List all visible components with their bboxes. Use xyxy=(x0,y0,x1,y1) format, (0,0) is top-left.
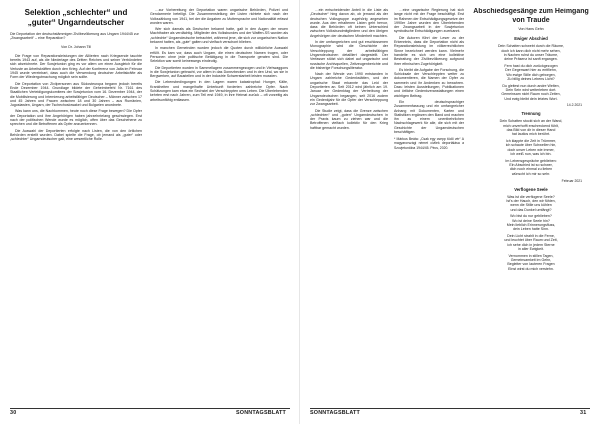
poem-line: Dein Licht strahlt in die Ferne, xyxy=(507,233,555,238)
left-column-1 xyxy=(10,8,142,403)
poem-line: Einst wirst du mich verstehn. xyxy=(508,266,554,271)
poem-line: Fern hast du dich zurückgezogen xyxy=(504,63,558,68)
left-column-2 xyxy=(150,8,288,403)
poem-stanza xyxy=(472,214,590,231)
footer-label: SONNTAGSBLATT xyxy=(310,410,361,416)
poem-stanza xyxy=(472,119,590,136)
poem-line: Gemeinsamkeit im Gehn, xyxy=(510,257,552,262)
poem-line: ich weiß nun, was ich bin. xyxy=(510,152,552,157)
poem-date: 14.2.2021 xyxy=(566,103,582,108)
paragraph: Ein deutschsprachiger Zusammenfassung und ein umfangreicher Anhang mit Dokumenten, Karten und Statistiken ergänzen den Band und machen ihn zu einem unentbehrlichen Nachschlagewerk für alle, die sich mit der Geschichte der Ungarndeutschen beschäftigen. xyxy=(394,99,464,135)
paragraph: Die Deportierten wurden in Sammellagern zusammengezogen und in Viehwaggons in die Sowjetunion gebracht, vor allem in das Donezbecken und in den Ural, wo sie in Bergwerken, auf Baustellen und in der Industrie Schwerstarbeit leisten mussten. xyxy=(150,65,288,79)
poem-line: Begleiter von lauteren Fragen xyxy=(507,262,555,267)
paragraph: In der umfangreichen und gut erschlossenen Monographie wird die Geschichte der Verschleppung der arbeitsfähigen Ungarndeutschen detailliert dargestellt. Der Verfasser stützt sich dabei auf ungarische und russische Archivquellen, Zeitzeugenberichte und die bisherige Forschungsliteratur. xyxy=(310,40,388,70)
poem-line: Im Lebensgespräche geblieben: xyxy=(505,158,557,163)
footer-rule xyxy=(310,408,590,409)
poem-line: wünscht ich mir so sehr. xyxy=(511,171,551,176)
article-subtitle: Die Deportation der deutschstämmigen Zivilbevölkerung aus Ungarn 1944/45 zur „Zwangsarbeit“ – eine Reparation? xyxy=(10,32,139,41)
poem-line: dich noch einmal zu lieben xyxy=(509,167,553,172)
poem-line: und das Dunkel umfängt? xyxy=(510,207,552,212)
poem-stanza xyxy=(472,254,590,271)
poem-line: doch ich kann dich nicht mehr sehen, xyxy=(501,48,561,53)
paragraph: Die Lebensbedingungen in den Lagern waren katastrophal: Hunger, Kälte, Krankheiten und mangelhafte Unterkunft forderten zahlreiche Opfer. Nach Schätzungen kam etwa ein Sechstel der Verschleppten ums Leben. Die Überlebenden kehrten erst nach Jahren, zum Teil erst 1949, in ihre Heimat zurück – oft vorzeitig als arbeitsunfähig entlassen. xyxy=(150,80,288,102)
footer-label: SONNTAGSBLATT xyxy=(236,410,287,416)
poem-line: Mein lieblich Erinnerungsfluss, xyxy=(506,222,556,227)
poem xyxy=(472,111,590,182)
paragraph: Die Frage von Reparationsleistungen der Alliierten nach Kriegsende tauchte bereits 1943 auf, als die Niederlage des Dritten Reiches und seiner Verbündeten sich abzeichnete. Der Sowjetunion ging es vor allem um einen Ausgleich für die Verluste an Arbeitskräften durch den Krieg. Auf der Konferenz von Jalta im Februar 1945 wurde vereinbart, dass auch die Verwendung deutscher Arbeitskräfte als Form der Wiedergutmachung möglich sein sollte. xyxy=(10,53,142,80)
paragraph: Nach der Wende von 1990 entstanden in Ungarn zahlreiche Gedenkstätten, und der ungarische Staat erkannte das Leid der Deportierten an. Seit 2012 wird jährlich am 19. Januar der Gedenktag der Vertreibung der Ungarndeutschen begangen, seit 2016 zudem ein Gedenkjahr für die Opfer der Verschleppung zur Zwangsarbeit. xyxy=(310,72,388,107)
poem-line: wenn die Stille uns kühlen xyxy=(510,203,552,208)
poem-line: Wo ist deine Seele hin? xyxy=(512,218,550,223)
paragraph: Was kann uns, die Nachkommen, heute noch diese Frage bewegen? Die Opfer der Deportation und ihre Angehörigen haben jahrzehntelang geschwiegen. Erst nach der politischen Wende wurde es möglich, offen über das Geschehene zu sprechen und die Betroffenen als Opfer anzuerkennen. xyxy=(10,109,142,127)
poem-title: Verflogene Seele xyxy=(514,186,548,192)
poem-line: Was ist die verflogene Seele? xyxy=(507,194,555,199)
paragraph: In manchen Gemeinden wurden jedoch die Quoten durch willkürliche Auswahl erfüllt. Es kam vor, dass auch Ungarn, die einen deutschen Namen trugen, oder Personen ohne jede politische Betätigung in die Transporte geraten sind. Die Selektion war somit keineswegs eindeutig. xyxy=(150,46,288,64)
sidebar-author: Von Hans Gehn xyxy=(518,27,544,31)
poem-line: Zu billig deines Lebens Licht? xyxy=(507,76,555,81)
poem-line: dein Leben hatte Sinn. xyxy=(513,227,549,232)
poem-stanza xyxy=(472,64,590,81)
poem xyxy=(472,36,590,107)
poem-stanza xyxy=(472,234,590,251)
poem-line: deine Präsenz ist sanft ergangen. xyxy=(504,57,558,62)
paragraph: …ein entscheidender Anteil in die Liste als „Deutscher“ hing davon ab, ob jemand als der deutschen Volksgruppe zugehörig angesehen wurde. Aus den erhaltenen Listen geht hervor, dass die Behörden oft keinen Unterschied zwischen Volksbundmitgliedern und den übrigen Angehörigen der deutschen Minderheit machten. xyxy=(310,8,388,38)
page-number: 31 xyxy=(580,410,587,416)
paragraph: Es bleibt die Aufgabe der Forschung, die Schicksale der Verschleppten weiter zu dokumentieren, die Namen der Opfer zu sammeln und ihr Andenken zu bewahren. Dazu leisten Ausstellungen, Publikationen und örtliche Gedenkveranstaltungen einen wichtigen Beitrag. xyxy=(394,67,464,98)
poem-stanza xyxy=(472,159,590,176)
poem-line: Der Gegenwart hier zu entfliehn, xyxy=(505,68,557,73)
poem-line: doch unser Leben wie immer, xyxy=(507,147,555,152)
poem-line: Wo bist du nur geblieben? xyxy=(510,214,552,219)
poems-sidebar xyxy=(472,8,590,403)
paragraph: Wer sich damals als Deutscher bekannt hatte, galt in den Augen der neuen Machthaber als verdächtig. Mitglieder des Volksbundes und der Waffen-SS wurden als „schlechte“ Ungarndeutsche betrachtet, während jene, die sich zur ungarischen Nation bekannt hatten, als „gute“ galten und vielfach verschont blieben. xyxy=(150,27,288,45)
poem-line: Du gleitest nun durch andre Welten, xyxy=(502,83,560,88)
poem-line: mich unverhofft erschreckend fühlt, xyxy=(503,123,559,128)
poem-line: Ich klappte die Zeit in Trümmer, xyxy=(505,139,557,144)
poem-line: in Nachen ruhst du unser Träume, xyxy=(503,52,559,57)
sidebar-title: Abschiedsgesänge zum Heimgang von Traude xyxy=(473,8,589,24)
poem-line: Dein Sein wird weiterleben dort. xyxy=(505,87,557,92)
poem-stanza xyxy=(472,195,590,212)
paragraph: Die Deportation von Zivilpersonen aus Südosteuropa begann jedoch bereits Ende Dezember 1944. Grundlage bildete der Geheimbefehl Nr. 7161 des Staatlichen Verteidigungskomitees der Sowjetunion vom 16. Dezember 1944, der die Mobilisierung und Internierung arbeitsfähiger Deutscher – Männer zwischen 17 und 45 Jahren und Frauen zwischen 18 und 30 Jahren – aus Rumänien, Jugoslawien, Ungarn, der Tschechoslowakei und Bulgarien anordnete. xyxy=(10,81,142,108)
right-column-1 xyxy=(310,8,388,403)
poem-line: Vernommen in stillen Tagen, xyxy=(508,253,554,258)
paragraph: Die Studie zeigt, dass die Grenze zwischen „schlechten“ und „guten“ Ungarndeutschen in der Praxis kaum zu ziehen war und die Betroffenen vielfach kollektiv für den Krieg haftbar gemacht wurden. xyxy=(310,108,388,130)
paragraph: …zur Vorbereitung der Deportation waren ungarische Behörden, Polizei und Gendarmerie beteiligt. Die Zusammenstellung der Listen richtete sich nach der Volkszählung von 1941, bei der die Angaben zu Muttersprache und Nationalität erfasst worden waren. xyxy=(150,8,288,25)
poem-line: hat lautlos mich berührt. xyxy=(511,132,551,137)
poem-line: Gemeinsam nicht Raum noch Zeiten, xyxy=(501,92,561,97)
right-column-2 xyxy=(394,8,464,403)
poem-line: Ein Abschied ist so schwer, xyxy=(509,163,553,168)
poem-line: Dein Schatten schwebt durch die Räume, xyxy=(497,44,565,49)
footnote: * Márkus Beáta: „Csak egy csepp tüdő vér“ A magyarországi német civilek deportálása a Szovjetunióba 1944/45. Pécs, 2020. xyxy=(394,137,464,150)
poem-line: das Bild von dir in dieser Hand xyxy=(506,128,556,133)
poem-line: Wo ewige Stille dich geborgen, xyxy=(506,72,556,77)
footer-rule xyxy=(10,408,290,409)
poem-title: Trennung xyxy=(521,111,541,117)
paragraph: …eine ungarische Regierung hat sich lange nicht mit der Frage beschäftigt. Erst im Rahmen der Entschädigungsgesetze der 1990er Jahre wurden den Überlebenden der Zwangsarbeit in der Sowjetunion symbolische Entschädigungen zuerkannt. xyxy=(394,8,464,34)
article-author: Von Dr. Johann Till xyxy=(61,44,91,49)
poem-line: Dein Schatten stockt sich an der Wand, xyxy=(499,119,563,124)
poem-title: Ewiger Abschied xyxy=(514,36,548,42)
paragraph: Die Autoren führt der Leser zu der Erkenntnis, dass die Deportation nicht als Reparationsleistung im völkerrechtlichen Sinne bezeichnet werden kann. Vielmehr handelte es sich um eine kollektive Bestrafung der Zivilbevölkerung aufgrund ihrer ethnischen Zugehörigkeit. xyxy=(394,35,464,66)
poem-line: in aller Ewigkeit. xyxy=(518,246,544,251)
article-title: Selektion „schlechter“ und „guter“ Ungarndeutscher xyxy=(24,8,128,27)
poem-list xyxy=(472,36,590,271)
poem-line: ich schaute über Schwellen hin, xyxy=(505,143,557,148)
poem-date: Februar 2021 xyxy=(561,178,582,183)
poem-line: ich sehe dich in jedem Sterne xyxy=(507,242,555,247)
poem xyxy=(472,187,590,271)
poem-stanza xyxy=(472,84,590,101)
poem-stanza xyxy=(472,139,590,156)
page-number: 30 xyxy=(10,410,17,416)
poem-line: und leuchtet über Raum und Zeit, xyxy=(504,238,558,243)
poem-line: Ist's der Hauch, den wir fühlen, xyxy=(506,198,556,203)
poem-stanza xyxy=(472,44,590,61)
poem-line: Und ewig bleibt dein letztes Wort. xyxy=(504,96,558,101)
paragraph: Die Auswahl der Deportierten erfolgte nach Listen, die von den örtlichen Behörden erstellt wurden. Dabei spielte die Frage, ob jemand als „guter“ oder „schlechter“ Ungarndeutscher galt, eine wesentliche Rolle. xyxy=(10,128,142,142)
